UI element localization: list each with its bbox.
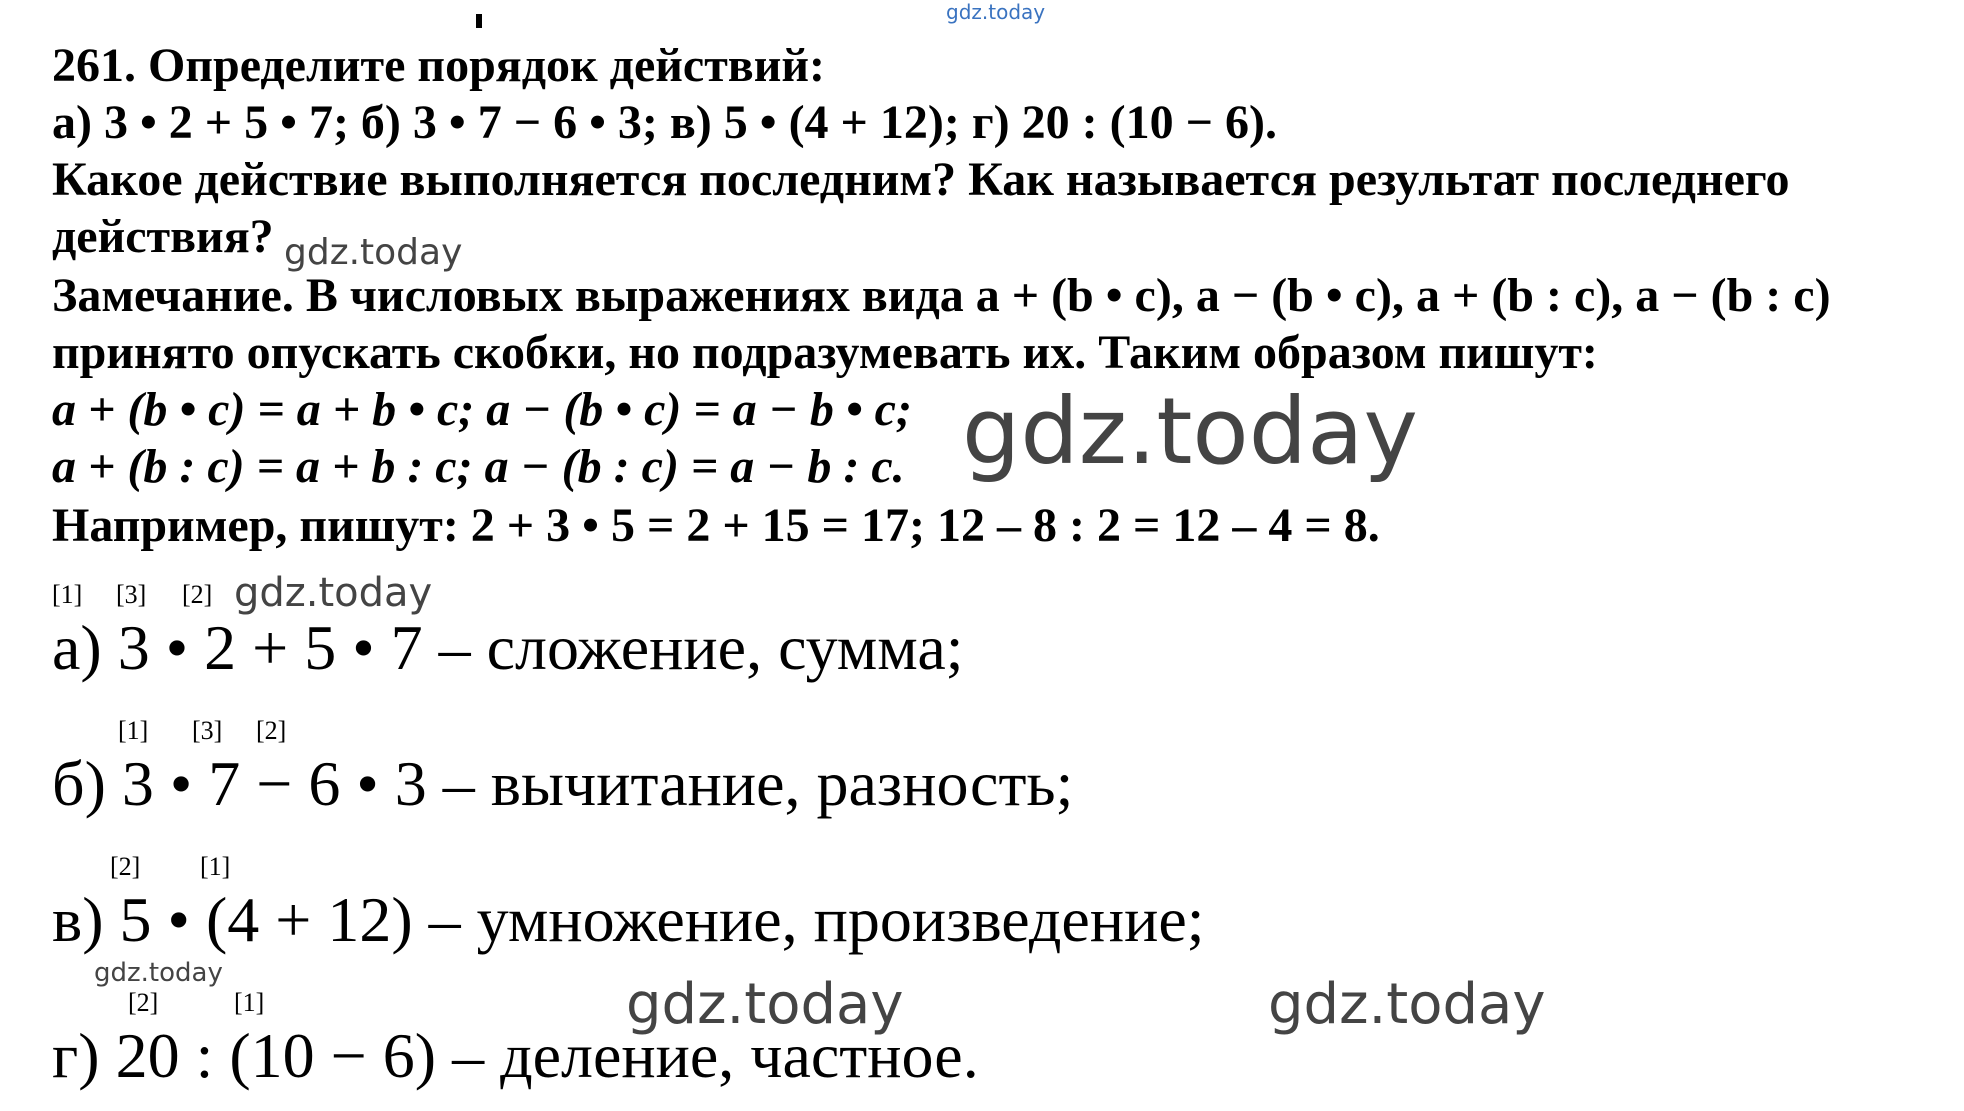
order-marks-c	[110, 852, 310, 882]
watermark-bottom-left: gdz.today	[626, 972, 904, 1037]
order-mark: [1]	[234, 988, 265, 1017]
question-line-2: действия?	[52, 210, 274, 263]
answer-c: в) 5 • (4 + 12) – умножение, произведение;	[52, 884, 1205, 955]
exercise-title: 261. Определите порядок действий:	[52, 39, 826, 92]
note-line-2: принято опускать скобки, но подразумевать их. Таким образом пишут:	[52, 326, 1598, 379]
note-line-1: Замечание. В числовых выражениях вида a + (b • c), a − (b • c), a + (b : c), a − (b : c)	[52, 269, 1831, 322]
order-mark: [3]	[116, 580, 147, 609]
question-line-1: Какое действие выполняется последним? Как называется результат последнего	[52, 153, 1790, 206]
order-marks-b	[118, 716, 418, 746]
order-mark: [2]	[110, 852, 141, 881]
scan-artifact	[476, 14, 482, 28]
order-marks-d	[128, 988, 328, 1018]
watermark-small-2: gdz.today	[234, 570, 433, 616]
answer-a: а) 3 • 2 + 5 • 7 – сложение, сумма;	[52, 612, 964, 683]
order-mark: [1]	[52, 580, 83, 609]
order-mark: [1]	[118, 716, 149, 745]
formula-line-1: a + (b • c) = a + b • c; a − (b • c) = a − b • c;	[52, 383, 912, 436]
answer-b: б) 3 • 7 − 6 • 3 – вычитание, разность;	[52, 748, 1074, 819]
watermark-bottom-right: gdz.today	[1268, 972, 1546, 1037]
watermark-small-1: gdz.today	[284, 232, 463, 273]
order-mark: [2]	[128, 988, 159, 1017]
watermark-large: gdz.today	[962, 378, 1418, 485]
formula-line-2: a + (b : c) = a + b : c; a − (b : c) = a − b : c.	[52, 440, 905, 493]
answer-d: г) 20 : (10 − 6) – деление, частное.	[52, 1020, 979, 1091]
watermark-tiny: gdz.today	[94, 958, 223, 988]
order-mark: [2]	[256, 716, 287, 745]
order-mark: [2]	[182, 580, 213, 609]
exercise-items: а) 3 • 2 + 5 • 7; б) 3 • 7 − 6 • 3; в) 5 • (4 + 12); г) 20 : (10 − 6).	[52, 96, 1277, 149]
watermark-top: gdz.today	[946, 0, 1046, 24]
order-mark: [1]	[200, 852, 231, 881]
order-mark: [3]	[192, 716, 223, 745]
example-line: Например, пишут: 2 + 3 • 5 = 2 + 15 = 17; 12 – 8 : 2 = 12 – 4 = 8.	[52, 499, 1380, 552]
